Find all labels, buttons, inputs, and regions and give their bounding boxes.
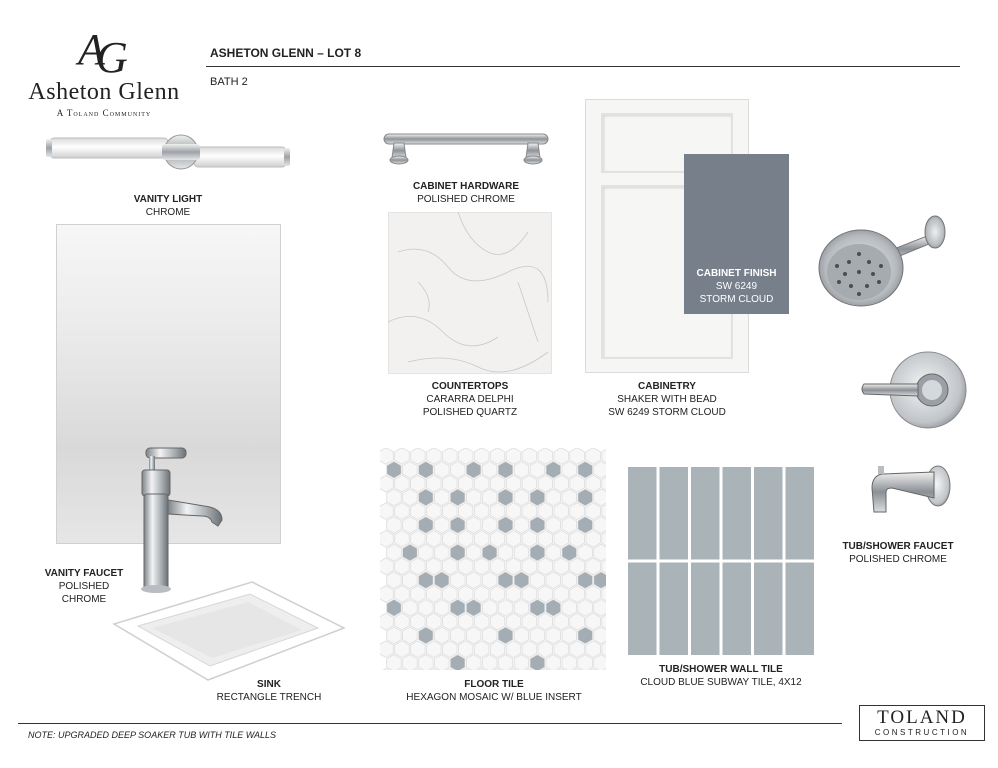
hex-tile-white [450, 461, 465, 478]
hex-tile-white [387, 544, 402, 561]
hex-tile-white [554, 530, 569, 547]
hex-tile-white [522, 613, 537, 630]
toland-logo [859, 705, 985, 741]
hex-tile-white [506, 448, 521, 464]
hex-tile-white [538, 448, 553, 464]
subway-tile [786, 467, 815, 560]
hex-tile-white [435, 655, 450, 670]
hex-tile-white [435, 517, 450, 534]
vanity-faucet-image [132, 442, 236, 594]
hex-tile-white [562, 517, 577, 534]
hex-tile-white [594, 461, 606, 478]
hex-tile-blue [498, 461, 513, 478]
hex-tile-white [474, 641, 489, 658]
hex-tile-white [554, 448, 569, 464]
hex-tile-white [506, 641, 521, 658]
hex-tile-white [578, 599, 593, 616]
hex-tile-white [387, 627, 402, 644]
hex-tile-white [570, 530, 585, 547]
hex-tile-white [522, 530, 537, 547]
hex-tile-white [474, 503, 489, 520]
hex-tile-white [594, 655, 606, 670]
hex-tile-white [506, 558, 521, 575]
hex-tile-white [482, 655, 497, 670]
hex-tile-white [474, 613, 489, 630]
hex-tile-white [427, 475, 442, 492]
subway-tile [660, 467, 689, 560]
hex-tile-white [506, 530, 521, 547]
hex-tile-white [411, 448, 426, 464]
shower-valve-image [860, 340, 970, 440]
footer-note: NOTE: UPGRADED DEEP SOAKER TUB WITH TILE WALLS [28, 730, 277, 740]
hex-tile-white [514, 489, 529, 506]
hex-tile-white [403, 461, 418, 478]
hex-tile-white [570, 641, 585, 658]
hex-tile-white [443, 530, 458, 547]
hex-tile-white [482, 572, 497, 589]
hex-tile-white [482, 489, 497, 506]
hex-tile-white [443, 586, 458, 603]
hex-tile-white [466, 655, 481, 670]
hex-tile-blue [419, 489, 434, 506]
hex-tile-white [443, 448, 458, 464]
hex-tile-white [554, 558, 569, 575]
hex-tile-white [403, 599, 418, 616]
toland-logo-name: TOLAND [877, 707, 967, 728]
hex-tile-white [586, 641, 601, 658]
hex-tile-white [474, 586, 489, 603]
hex-tile-white [411, 475, 426, 492]
hex-tile-white [466, 544, 481, 561]
subway-tile [691, 467, 720, 560]
hex-tile-white [562, 655, 577, 670]
hex-tile-white [474, 448, 489, 464]
hex-tile-white [562, 599, 577, 616]
hex-tile-white [458, 503, 473, 520]
hex-tile-white [538, 586, 553, 603]
hex-tile-white [380, 586, 393, 603]
hex-tile-white [570, 558, 585, 575]
floor-tile-caption: FLOOR TILE HEXAGON MOSAIC W/ BLUE INSERT [406, 679, 582, 703]
hex-tile-white [546, 627, 561, 644]
hex-tile-white [387, 489, 402, 506]
hex-tile-white [395, 558, 410, 575]
hex-tile-blue [466, 599, 481, 616]
hex-tile-blue [530, 517, 545, 534]
hex-tile-white [562, 489, 577, 506]
hex-tile-white [538, 530, 553, 547]
hex-tile-white [594, 599, 606, 616]
hex-tile-white [435, 627, 450, 644]
hex-tile-white [538, 503, 553, 520]
hex-tile-white [514, 461, 529, 478]
floor-tile-image [380, 448, 606, 670]
hex-tile-blue [387, 599, 402, 616]
hex-tile-white [506, 475, 521, 492]
hex-tile-white [380, 448, 393, 464]
hex-tile-white [522, 641, 537, 658]
hex-tile-white [458, 641, 473, 658]
hex-tile-blue [387, 461, 402, 478]
hex-tile-white [380, 558, 393, 575]
hex-tile-white [427, 586, 442, 603]
hex-tile-white [538, 558, 553, 575]
hex-tile-white [522, 558, 537, 575]
hex-tile-white [411, 530, 426, 547]
hex-tile-blue [482, 544, 497, 561]
subway-tile [628, 563, 657, 656]
hex-tile-blue [578, 517, 593, 534]
hex-tile-white [380, 475, 393, 492]
hex-tile-white [458, 530, 473, 547]
cabinet-hardware-caption: CABINET HARDWARE POLISHED CHROME [412, 181, 520, 205]
hex-tile-white [594, 489, 606, 506]
hex-tile-white [490, 558, 505, 575]
hex-tile-white [435, 489, 450, 506]
hex-tile-white [435, 544, 450, 561]
hex-tile-white [395, 475, 410, 492]
hex-tile-blue [594, 572, 606, 589]
hex-tile-white [466, 517, 481, 534]
subway-tile [691, 563, 720, 656]
footer-divider [18, 723, 842, 724]
hex-tile-blue [562, 544, 577, 561]
hex-tile-white [419, 599, 434, 616]
hex-tile-white [403, 627, 418, 644]
hex-tile-white [490, 448, 505, 464]
hex-tile-white [562, 627, 577, 644]
svg-text:G: G [96, 33, 128, 80]
hex-tile-blue [498, 572, 513, 589]
tub-spout-image [868, 462, 953, 524]
hex-tile-white [380, 613, 393, 630]
hex-tile-white [411, 503, 426, 520]
hex-tile-white [403, 572, 418, 589]
subway-tile [754, 467, 783, 560]
hex-tile-white [474, 558, 489, 575]
hex-tile-white [490, 503, 505, 520]
hex-tile-white [387, 572, 402, 589]
hex-tile-white [427, 641, 442, 658]
hex-tile-white [554, 641, 569, 658]
hex-tile-blue [419, 572, 434, 589]
hex-tile-white [546, 517, 561, 534]
hex-tile-white [578, 655, 593, 670]
hex-tile-white [594, 544, 606, 561]
hex-tile-white [570, 586, 585, 603]
hex-tile-white [562, 461, 577, 478]
hex-tile-white [466, 627, 481, 644]
subway-tile [660, 563, 689, 656]
hex-tile-blue [578, 489, 593, 506]
hex-tile-blue [419, 627, 434, 644]
hex-tile-white [490, 586, 505, 603]
cabinet-hardware-image [380, 130, 552, 170]
hex-tile-blue [578, 572, 593, 589]
shower-head-image [815, 210, 950, 322]
hex-tile-white [427, 613, 442, 630]
hex-tile-white [554, 586, 569, 603]
hex-tile-white [586, 586, 601, 603]
hex-tile-white [594, 517, 606, 534]
hex-tile-blue [450, 489, 465, 506]
hex-tile-white [458, 448, 473, 464]
hex-tile-white [586, 475, 601, 492]
subway-tile [723, 563, 752, 656]
hex-tile-white [395, 503, 410, 520]
logo-name: Asheton Glenn [28, 79, 180, 105]
hex-tile-white [562, 572, 577, 589]
hex-tile-white [411, 586, 426, 603]
hex-tile-blue [450, 655, 465, 670]
hex-tile-blue [514, 572, 529, 589]
cabinet-finish-swatch [684, 154, 789, 314]
hex-tile-white [482, 461, 497, 478]
hex-tile-white [498, 599, 513, 616]
hex-tile-white [530, 627, 545, 644]
hex-tile-white [554, 475, 569, 492]
hex-tile-blue [530, 655, 545, 670]
hex-tile-white [380, 503, 393, 520]
hex-tile-blue [466, 461, 481, 478]
hex-tile-white [514, 544, 529, 561]
hex-tile-blue [530, 489, 545, 506]
hex-tile-white [570, 503, 585, 520]
wall-tile-caption: TUB/SHOWER WALL TILE CLOUD BLUE SUBWAY TILE, 4X12 [640, 664, 802, 688]
hex-tile-blue [498, 489, 513, 506]
subway-tile [786, 563, 815, 656]
logo-tagline: A Toland Community [56, 108, 152, 118]
countertops-caption: COUNTERTOPS CARARRA DELPHI POLISHED QUARTZ [422, 381, 518, 418]
hex-tile-white [411, 613, 426, 630]
hex-tile-blue [546, 599, 561, 616]
hex-tile-white [514, 627, 529, 644]
hex-tile-white [411, 558, 426, 575]
hex-tile-white [538, 613, 553, 630]
hex-tile-white [474, 475, 489, 492]
hex-tile-white [522, 475, 537, 492]
hex-tile-white [546, 655, 561, 670]
hex-tile-blue [403, 544, 418, 561]
svg-text:A: A [78, 25, 105, 74]
hex-tile-white [427, 558, 442, 575]
cabinet-finish-caption: CABINET FINISH SW 6249 STORM CLOUD [696, 268, 777, 305]
hex-tile-white [506, 586, 521, 603]
cabinetry-caption: CABINETRY SHAKER WITH BEAD SW 6249 STORM CLOUD [608, 381, 726, 418]
hex-tile-white [387, 655, 402, 670]
hex-tile-white [522, 448, 537, 464]
hex-tile-white [498, 544, 513, 561]
vanity-light-caption: VANITY LIGHT CHROME [133, 194, 203, 218]
hex-tile-white [443, 558, 458, 575]
hex-tile-white [578, 544, 593, 561]
hex-tile-white [427, 503, 442, 520]
hex-tile-white [522, 586, 537, 603]
hex-tile-white [458, 558, 473, 575]
tub-faucet-caption: TUB/SHOWER FAUCET POLISHED CHROME [842, 541, 954, 565]
hex-tile-white [458, 475, 473, 492]
hex-tile-blue [530, 544, 545, 561]
hex-tile-white [427, 448, 442, 464]
page-subtitle: BATH 2 [210, 76, 248, 88]
hex-tile-white [466, 489, 481, 506]
hex-tile-white [586, 503, 601, 520]
logo-monogram-icon [70, 20, 134, 80]
hex-tile-white [490, 475, 505, 492]
hex-tile-blue [450, 544, 465, 561]
hex-tile-white [443, 475, 458, 492]
hex-tile-white [427, 530, 442, 547]
hex-tile-white [498, 655, 513, 670]
hex-tile-white [403, 517, 418, 534]
hex-tile-white [586, 613, 601, 630]
hex-tile-white [380, 530, 393, 547]
hex-tile-white [570, 475, 585, 492]
hex-tile-white [435, 599, 450, 616]
hex-tile-white [395, 586, 410, 603]
hex-tile-white [474, 530, 489, 547]
hex-tile-blue [546, 461, 561, 478]
hex-tile-white [403, 489, 418, 506]
hex-tile-white [411, 641, 426, 658]
hex-tile-white [482, 627, 497, 644]
subway-tile [628, 467, 657, 560]
hex-tile-white [538, 475, 553, 492]
subway-tile [754, 563, 783, 656]
hex-tile-white [403, 655, 418, 670]
hex-tile-blue [530, 599, 545, 616]
hex-tile-white [554, 613, 569, 630]
hex-tile-white [490, 641, 505, 658]
hex-tile-white [530, 572, 545, 589]
hex-tile-white [443, 503, 458, 520]
hex-tile-white [506, 613, 521, 630]
hex-tile-white [419, 655, 434, 670]
hex-tile-white [554, 503, 569, 520]
hex-tile-white [514, 655, 529, 670]
hex-tile-white [538, 641, 553, 658]
hex-tile-white [490, 530, 505, 547]
hex-tile-white [450, 572, 465, 589]
hex-tile-white [395, 530, 410, 547]
hex-tile-white [395, 641, 410, 658]
hex-tile-white [380, 641, 393, 658]
hex-tile-blue [450, 517, 465, 534]
hex-tile-blue [578, 461, 593, 478]
hex-tile-white [546, 544, 561, 561]
hex-tile-white [419, 544, 434, 561]
hex-tile-white [490, 613, 505, 630]
hex-tile-white [443, 641, 458, 658]
hex-tile-blue [419, 517, 434, 534]
hex-tile-white [435, 461, 450, 478]
hex-tile-white [395, 613, 410, 630]
hex-tile-blue [450, 599, 465, 616]
hex-tile-white [594, 627, 606, 644]
hex-tile-white [482, 517, 497, 534]
hex-tile-white [458, 613, 473, 630]
hex-tile-blue [435, 572, 450, 589]
hex-tile-blue [498, 627, 513, 644]
hex-tile-white [387, 517, 402, 534]
hex-tile-white [586, 558, 601, 575]
vanity-faucet-caption: VANITY FAUCET POLISHED CHROME [44, 568, 124, 605]
sink-image [112, 580, 347, 684]
hex-tile-white [546, 489, 561, 506]
countertop-sample-image [388, 212, 552, 374]
vanity-light-image [44, 130, 294, 180]
hex-tile-blue [419, 461, 434, 478]
hex-tile-white [546, 572, 561, 589]
hex-tile-white [506, 503, 521, 520]
hex-tile-white [458, 586, 473, 603]
hex-tile-white [586, 448, 601, 464]
hex-tile-white [570, 448, 585, 464]
hex-tile-white [514, 517, 529, 534]
hex-tile-white [514, 599, 529, 616]
hex-tile-white [522, 503, 537, 520]
hex-tile-blue [578, 627, 593, 644]
page-title: ASHETON GLENN – LOT 8 [210, 46, 362, 60]
hex-tile-white [466, 572, 481, 589]
hex-tile-white [450, 627, 465, 644]
hex-tile-white [586, 530, 601, 547]
hex-tile-blue [498, 517, 513, 534]
hex-tile-white [443, 613, 458, 630]
sink-caption: SINK RECTANGLE TRENCH [216, 679, 322, 703]
hex-tile-white [482, 599, 497, 616]
wall-tile-image [628, 467, 814, 655]
hex-tile-white [570, 613, 585, 630]
toland-logo-sub: CONSTRUCTION [874, 728, 970, 737]
header-divider [206, 66, 960, 67]
subway-tile [723, 467, 752, 560]
hex-tile-white [395, 448, 410, 464]
hex-tile-white [530, 461, 545, 478]
